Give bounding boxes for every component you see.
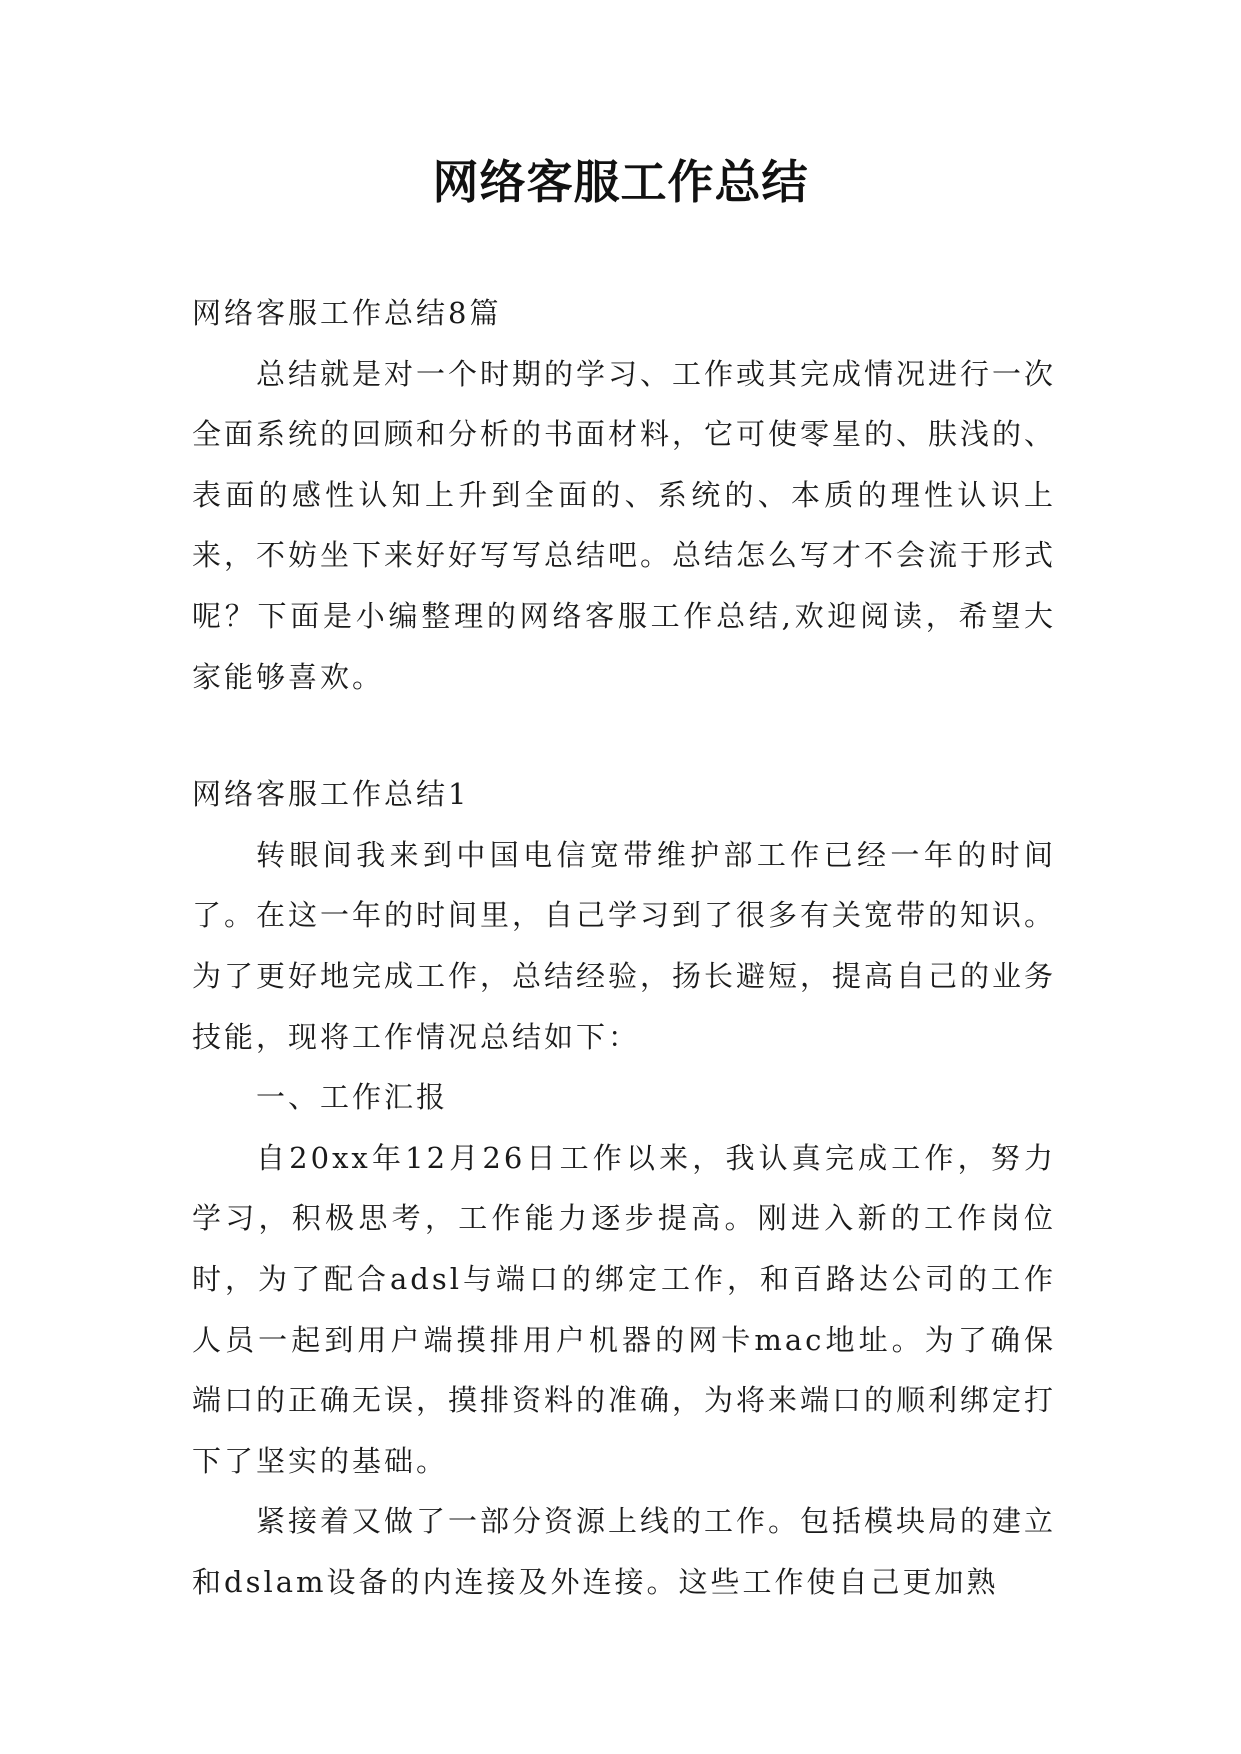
part-heading: 一、工作汇报 <box>256 1080 449 1115</box>
document-title: 网络客服工作总结 <box>432 155 809 209</box>
intro-paragraph: 总结就是对一个时期的学习、工作或其完成情况进行一次全面系统的回顾和分析的书面材料，它可使零星的、肤浅的、表面的感性认知上升到全面的、系统的、本质的理性认识上来，不妨坐下来好好写写总结吧。总结怎么写才不会流于形式呢？下面是小编整理的网络客服工作总结,欢迎阅读，希望大家能够喜欢。 <box>192 356 1057 694</box>
document-body <box>192 283 1056 1612</box>
opening-paragraph: 转眼间我来到中国电信宽带维护部工作已经一年的时间了。在这一年的时间里，自己学习到了很多有关宽带的知识。为了更好地完成工作，总结经验，扬长避短，提高自己的业务技能，现将工作情况总结如下： <box>192 837 1057 1054</box>
body-paragraph-2: 紧接着又做了一部分资源上线的工作。包括模块局的建立和dslam设备的内连接及外连接。这些工作使自己更加熟 <box>192 1504 1057 1599</box>
section-spacer <box>192 707 1056 764</box>
document-subtitle: 网络客服工作总结8篇 <box>192 296 502 330</box>
section-heading: 网络客服工作总结1 <box>192 777 470 812</box>
body-paragraph-1: 自20xx年12月26日工作以来，我认真完成工作，努力学习，积极思考，工作能力逐步提高。刚进入新的工作岗位时，为了配合adsl与端口的绑定工作，和百路达公司的工作人员一起到用户端摸排用户机器的网卡mac地址。为了确保端口的正确无误，摸排资料的准确，为将来端口的顺利绑定打下了坚实的基础。 <box>192 1140 1057 1478</box>
